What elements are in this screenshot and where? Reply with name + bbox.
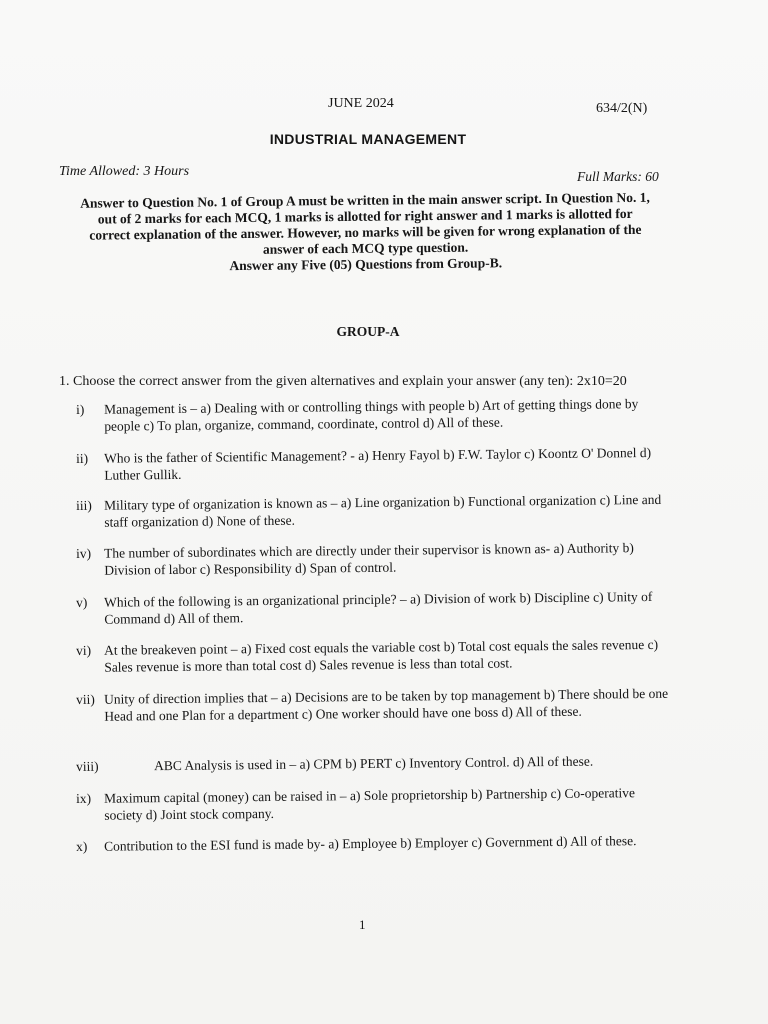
time-allowed: Time Allowed: 3 Hours	[59, 164, 190, 179]
full-marks: Full Marks: 60	[577, 169, 659, 184]
mcq-item	[76, 784, 676, 824]
instruction-line: correct explanation of the answer. However, no marks will be given for wrong explanation of the	[89, 221, 642, 243]
mcq-number: vi)	[76, 642, 92, 658]
mcq-item	[76, 832, 676, 855]
mcq-number: iv)	[76, 545, 92, 561]
instruction-line: out of 2 marks for each MCQ, 1 marks is allotted for right answer and 1 marks is allotted for	[97, 205, 633, 227]
page-number: 1	[359, 917, 366, 932]
mcq-item	[76, 636, 676, 676]
mcq-number: iii)	[76, 497, 92, 513]
mcq-text: Contribution to the ESI fund is made by- a) Employee b) Employer c) Government d) All of these.	[104, 833, 637, 854]
mcq-number: i)	[76, 401, 85, 417]
mcq-item	[76, 491, 676, 531]
mcq-text: Military type of organization is known as – a) Line organization b) Functional organization c) Line and staff organization d) None of these.	[104, 491, 662, 530]
mcq-item	[76, 685, 676, 725]
mcq-item	[76, 539, 676, 579]
mcq-number: ii)	[76, 450, 89, 466]
mcq-text: Management is – a) Dealing with or controlling things with people b) Art of getting things done by people c) To plan, organize, command, coordinate, control d) All of these.	[104, 396, 639, 434]
mcq-text: Unity of direction implies that – a) Decisions are to be taken by top management b) There should be one Head and one Plan for a department c) One worker should have one boss d) All of these.	[104, 685, 669, 724]
mcq-number: viii)	[76, 758, 99, 774]
mcq-item	[76, 752, 676, 775]
mcq-text: Maximum capital (money) can be raised in – a) Sole proprietorship b) Partnership c) Co-operative society d) Joint stock company.	[104, 785, 635, 823]
instruction-line: Answer to Question No. 1 of Group A must be written in the main answer script. In Question No. 1,	[80, 189, 650, 211]
subject-title: INDUSTRIAL MANAGEMENT	[269, 131, 467, 147]
mcq-text: At the breakeven point – a) Fixed cost equals the variable cost b) Total cost equals the sales revenue c) Sales revenue is more than total cost d) Sales revenue is less than total cost.	[104, 636, 659, 675]
mcq-item	[76, 444, 676, 484]
mcq-item	[76, 395, 676, 435]
instruction-line: Answer any Five (05) Questions from Group-B.	[229, 255, 503, 274]
mcq-text: Which of the following is an organizational principle? – a) Division of work b) Discipline c) Unity of Command d) All of them.	[104, 588, 653, 627]
mcq-item	[76, 588, 676, 628]
paper-code: 634/2(N)	[596, 101, 648, 116]
mcq-number: v)	[76, 594, 88, 610]
mcq-number: x)	[76, 838, 88, 854]
mcq-number: ix)	[76, 790, 92, 806]
exam-date: JUNE 2024	[328, 96, 394, 111]
mcq-text: Who is the father of Scientific Management? - a) Henry Fayol b) F.W. Taylor c) Koontz O' Donnel d) Luther Gullik.	[104, 444, 652, 483]
mcq-text: The number of subordinates which are directly under their supervisor is known as- a) Authority b) Division of labor c) Responsibility d) Span of control.	[104, 540, 634, 578]
group-a-heading: GROUP-A	[336, 324, 400, 339]
question-1: 1. Choose the correct answer from the given alternatives and explain your answer (any ten): 2x10=20	[59, 374, 627, 389]
instructions	[52, 189, 679, 276]
instruction-line: answer of each MCQ type question.	[262, 239, 469, 257]
mcq-number: vii)	[76, 691, 95, 707]
mcq-text: ABC Analysis is used in – a) CPM b) PERT c) Inventory Control. d) All of these.	[154, 753, 594, 774]
